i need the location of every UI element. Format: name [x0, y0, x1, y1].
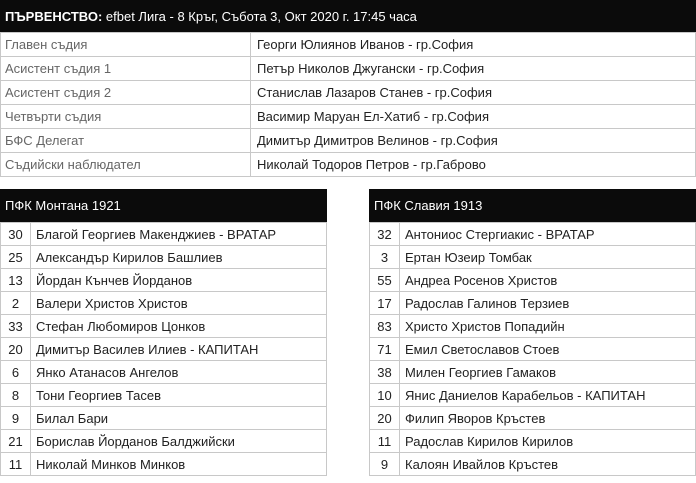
player-name: Николай Минков Минков — [31, 453, 327, 476]
player-row — [1, 246, 327, 269]
player-row — [1, 315, 327, 338]
competition-label: ПЪРВЕНСТВО: — [5, 8, 103, 24]
player-number: 55 — [370, 269, 400, 292]
player-number: 2 — [1, 292, 31, 315]
official-name: Димитър Димитров Велинов - гр.София — [251, 129, 696, 153]
official-row — [1, 105, 696, 129]
official-row — [1, 33, 696, 57]
player-name: Емил Светославов Стоев — [400, 338, 696, 361]
home-lineup — [0, 189, 327, 476]
official-role: Четвърти съдия — [1, 105, 251, 129]
player-number: 9 — [1, 407, 31, 430]
player-name: Александър Кирилов Башлиев — [31, 246, 327, 269]
player-row — [1, 453, 327, 476]
player-number: 21 — [1, 430, 31, 453]
player-name: Ертан Юзеир Томбак — [400, 246, 696, 269]
player-number: 6 — [1, 361, 31, 384]
player-number: 3 — [370, 246, 400, 269]
official-role: Съдийски наблюдател — [1, 153, 251, 177]
player-row — [370, 246, 696, 269]
player-row — [1, 384, 327, 407]
match-header — [0, 0, 696, 32]
player-number: 20 — [1, 338, 31, 361]
player-row — [370, 269, 696, 292]
away-lineup — [369, 189, 696, 476]
player-name: Радослав Галинов Терзиев — [400, 292, 696, 315]
player-name: Тони Георгиев Тасев — [31, 384, 327, 407]
player-name: Христо Христов Попадийн — [400, 315, 696, 338]
player-name: Борислав Йорданов Балджийски — [31, 430, 327, 453]
player-number: 30 — [1, 223, 31, 246]
official-row — [1, 129, 696, 153]
player-number: 17 — [370, 292, 400, 315]
player-row — [370, 292, 696, 315]
player-row — [370, 430, 696, 453]
official-role: Главен съдия — [1, 33, 251, 57]
player-row — [1, 269, 327, 292]
player-number: 71 — [370, 338, 400, 361]
player-name: Милен Георгиев Гамаков — [400, 361, 696, 384]
player-row — [370, 407, 696, 430]
player-name: Антониос Стергиакис - ВРАТАР — [400, 223, 696, 246]
player-name: Андреа Росенов Христов — [400, 269, 696, 292]
official-name: Петър Николов Джугански - гр.София — [251, 57, 696, 81]
player-row — [370, 338, 696, 361]
official-name: Николай Тодоров Петров - гр.Габрово — [251, 153, 696, 177]
player-name: Янко Атанасов Ангелов — [31, 361, 327, 384]
player-row — [1, 223, 327, 246]
away-team-name: ПФК Славия 1913 — [369, 189, 696, 222]
home-players-table — [0, 222, 327, 476]
player-row — [1, 361, 327, 384]
official-name: Станислав Лазаров Станев - гр.София — [251, 81, 696, 105]
official-role: Асистент съдия 2 — [1, 81, 251, 105]
player-number: 11 — [1, 453, 31, 476]
player-name: Стефан Любомиров Цонков — [31, 315, 327, 338]
player-number: 10 — [370, 384, 400, 407]
away-players-table — [369, 222, 696, 476]
player-row — [370, 223, 696, 246]
player-row — [1, 292, 327, 315]
player-number: 11 — [370, 430, 400, 453]
player-number: 83 — [370, 315, 400, 338]
player-row — [370, 361, 696, 384]
player-number: 8 — [1, 384, 31, 407]
player-row — [1, 338, 327, 361]
player-name: Янис Даниелов Карабельов - КАПИТАН — [400, 384, 696, 407]
player-name: Валери Христов Христов — [31, 292, 327, 315]
player-name: Калоян Ивайлов Кръстев — [400, 453, 696, 476]
player-row — [370, 453, 696, 476]
match-details: efbet Лига - 8 Кръг, Събота 3, Окт 2020 г. 17:45 часа — [105, 8, 417, 24]
home-team-name: ПФК Монтана 1921 — [0, 189, 327, 222]
official-role: Асистент съдия 1 — [1, 57, 251, 81]
official-row — [1, 81, 696, 105]
player-name: Филип Яворов Кръстев — [400, 407, 696, 430]
official-name: Георги Юлиянов Иванов - гр.София — [251, 33, 696, 57]
player-name: Радослав Кирилов Кирилов — [400, 430, 696, 453]
player-number: 9 — [370, 453, 400, 476]
player-row — [370, 315, 696, 338]
player-number: 32 — [370, 223, 400, 246]
player-row — [1, 407, 327, 430]
official-row — [1, 153, 696, 177]
player-number: 13 — [1, 269, 31, 292]
player-name: Билал Бари — [31, 407, 327, 430]
player-name: Йордан Кънчев Йорданов — [31, 269, 327, 292]
official-role: БФС Делегат — [1, 129, 251, 153]
player-name: Благой Георгиев Макенджиев - ВРАТАР — [31, 223, 327, 246]
player-number: 38 — [370, 361, 400, 384]
player-row — [1, 430, 327, 453]
player-name: Димитър Василев Илиев - КАПИТАН — [31, 338, 327, 361]
official-name: Васимир Маруан Ел-Хатиб - гр.София — [251, 105, 696, 129]
player-number: 20 — [370, 407, 400, 430]
player-number: 25 — [1, 246, 31, 269]
player-number: 33 — [1, 315, 31, 338]
officials-table — [0, 32, 696, 177]
player-row — [370, 384, 696, 407]
official-row — [1, 57, 696, 81]
